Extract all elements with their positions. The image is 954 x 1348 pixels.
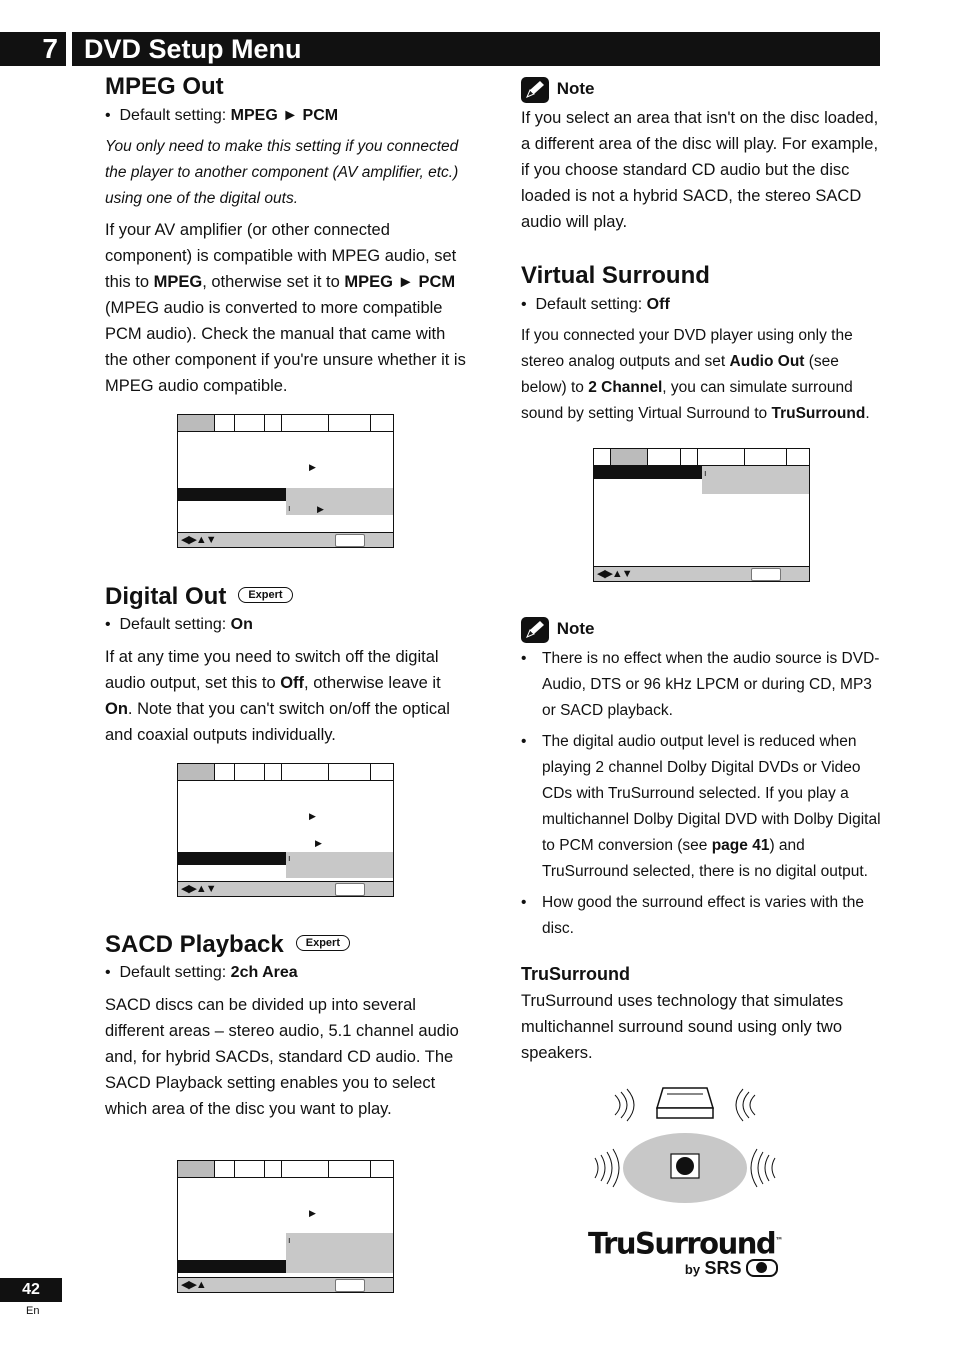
- cursor-mark-icon: ı: [288, 1235, 291, 1245]
- osd-screen-sacd-playback: [177, 1160, 394, 1293]
- osd-footer-button: [335, 1279, 365, 1292]
- mpeg-out-heading: MPEG Out: [105, 73, 224, 100]
- submenu-arrow-icon: ▶: [315, 838, 322, 848]
- note-header: Note: [521, 76, 595, 103]
- osd-screen-digital-out: [177, 763, 394, 897]
- listener-icon: [671, 1154, 699, 1178]
- list-item: • There is no effect when the audio source is DVD-Audio, DTS or 96 kHz LPCM or during CD, MP3 or SACD playback.: [521, 646, 881, 724]
- osd-screen-virtual-surround: [593, 448, 810, 582]
- osd-options-panel: [286, 488, 393, 515]
- note-1-text: If you select an area that isn't on the disc loaded, a different area of the disc will play. For example, if you choose standard CD audio but the disc loaded is not a hybrid SACD, the stereo SACD audio will play.: [521, 109, 879, 231]
- osd-footer-button: [751, 568, 781, 581]
- osd-footer: [178, 881, 393, 896]
- default-value: MPEG ► PCM: [230, 107, 339, 124]
- osd-options-panel: [286, 852, 393, 878]
- submenu-arrow-icon: ▶: [317, 504, 324, 514]
- cursor-mark-icon: ı: [288, 853, 291, 863]
- osd-footer: [178, 532, 393, 547]
- submenu-arrow-icon: ▶: [309, 462, 316, 472]
- osd-tab-bar: [178, 1161, 393, 1178]
- cursor-mark-icon: ı: [704, 468, 707, 478]
- osd-tab-bar: [178, 415, 393, 432]
- navigation-arrows-icon: ◀▶▲▼: [181, 534, 216, 546]
- osd-selected-row: [178, 1260, 286, 1273]
- mpeg-out-default: • Default setting: MPEG ► PCM: [105, 107, 339, 124]
- osd-screen-mpeg-out: [177, 414, 394, 548]
- trusurround-logo: TruSurround™ by SRS: [588, 1226, 784, 1278]
- submenu-arrow-icon: ▶: [309, 811, 316, 821]
- chapter-number: 7: [0, 32, 66, 66]
- osd-footer: [594, 566, 809, 581]
- navigation-arrows-icon: ◀▶▲: [181, 1279, 206, 1291]
- navigation-arrows-icon: ◀▶▲▼: [597, 568, 632, 580]
- list-item: • How good the surround effect is varies with the disc.: [521, 890, 881, 942]
- mpeg-out-italic-note: You only need to make this setting if you connected the player to another component (AV amplifier, etc.) using one of the digital outs.: [105, 138, 459, 207]
- osd-footer: [178, 1277, 393, 1292]
- cursor-mark-icon: ı: [288, 503, 291, 513]
- osd-options-panel: [702, 466, 809, 494]
- osd-tab-bar: [594, 449, 809, 466]
- osd-selected-row: [178, 852, 286, 865]
- osd-footer-button: [335, 883, 365, 896]
- sacd-playback-default: • Default setting: 2ch Area: [105, 964, 298, 981]
- note-header: Note: [521, 616, 595, 643]
- note-2-list: [521, 646, 881, 947]
- expert-badge: Expert: [296, 935, 350, 951]
- osd-footer-button: [335, 534, 365, 547]
- virtual-surround-default: • Default setting: Off: [521, 296, 670, 313]
- mpeg-out-body: If your AV amplifier (or other connected component) is compatible with MPEG audio, set this to MPEG, otherwise set it to MPEG ► PCM (MPEG audio is converted to more compatible PCM audio). Check the manual that came with the other component if you're unsure whether it is MPEG audio compatible.: [105, 221, 466, 395]
- osd-tab-bar: [178, 764, 393, 781]
- virtual-surround-heading: Virtual Surround: [521, 262, 710, 289]
- trusurround-body: TruSurround uses technology that simulates multichannel surround sound using only two speakers.: [521, 992, 844, 1062]
- osd-selected-row: [594, 466, 702, 479]
- trusurround-illustration: [575, 1080, 795, 1210]
- default-label: Default setting:: [119, 107, 231, 124]
- digital-out-heading: Digital Out Expert: [105, 582, 293, 612]
- expert-badge: Expert: [238, 587, 292, 603]
- sacd-playback-body: SACD discs can be divided up into several different areas – stereo audio, 5.1 channel audio and, for hybrid SACDs, standard CD audio. The SACD Playback setting enables you to select which area of the disc you want to play.: [105, 996, 459, 1118]
- page-number: 42: [0, 1278, 62, 1302]
- chapter-title: DVD Setup Menu: [72, 32, 880, 66]
- sacd-playback-heading: SACD Playback Expert: [105, 930, 350, 960]
- digital-out-body: If at any time you need to switch off the digital audio output, set this to Off, otherwise leave it On. Note that you can't switch on/off the optical and coaxial outputs individually.: [105, 648, 450, 744]
- digital-out-default: • Default setting: On: [105, 616, 253, 633]
- virtual-surround-body: If you connected your DVD player using only the stereo analog outputs and set Audio Out (see below) to 2 Channel, you can simulate surround sound by setting Virtual Surround to TruSurround.: [521, 327, 870, 422]
- note-pencil-icon: [521, 617, 549, 643]
- list-item: • The digital audio output level is reduced when playing 2 channel Dolby Digital DVDs or Video CDs with TruSurround selected. If you play a multichannel Dolby Digital DVD with Dolby Digital to PCM conversion (see page 41) and TruSurround selected, there is no digital output.: [521, 729, 881, 885]
- language-code: En: [26, 1305, 40, 1317]
- trusurround-subheading: TruSurround: [521, 964, 630, 984]
- navigation-arrows-icon: ◀▶▲▼: [181, 883, 216, 895]
- tv-icon: [657, 1088, 713, 1118]
- note-pencil-icon: [521, 77, 549, 103]
- submenu-arrow-icon: ▶: [309, 1208, 316, 1218]
- srs-symbol-icon: [746, 1259, 778, 1277]
- osd-selected-row: [178, 488, 286, 501]
- osd-options-panel: [286, 1233, 393, 1273]
